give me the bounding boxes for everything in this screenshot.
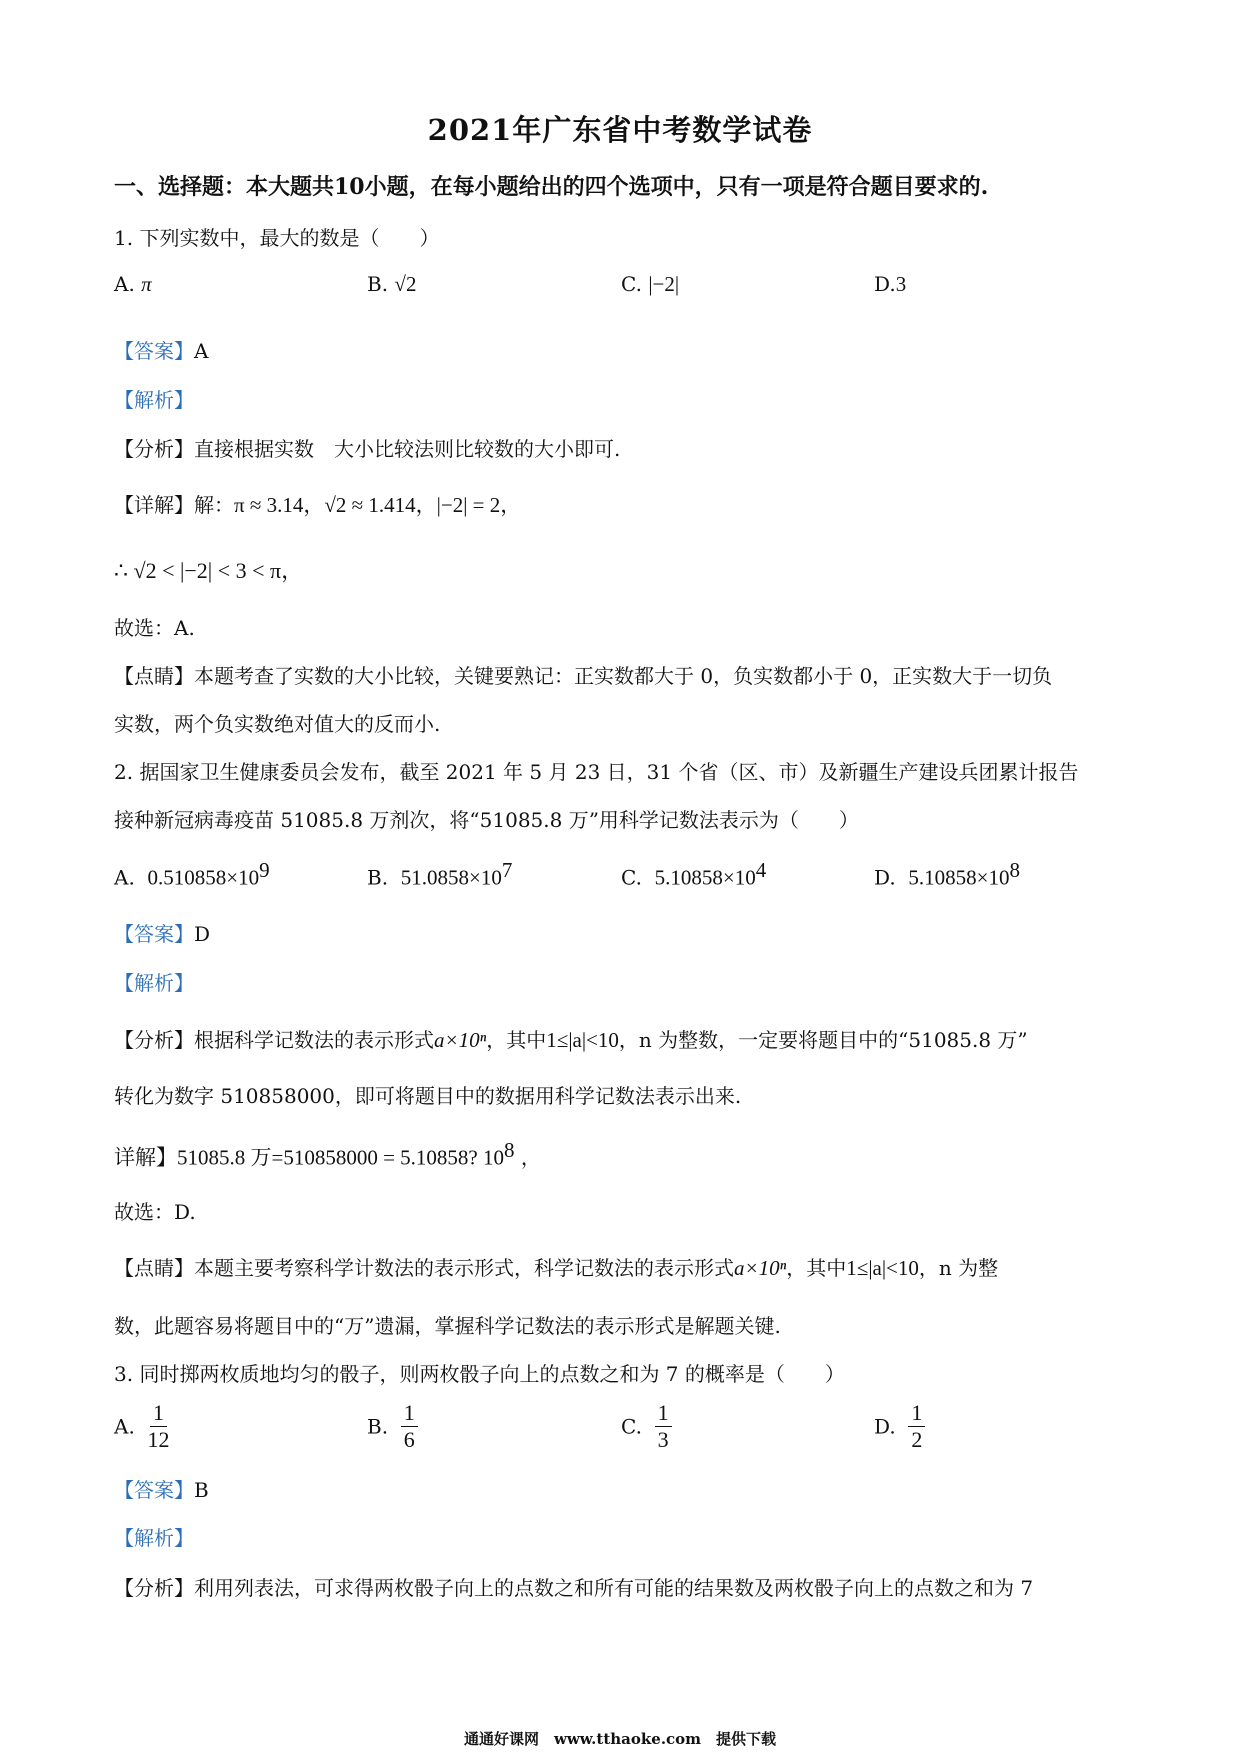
q1-xiangjie: 【详解】解：π ≈ 3.14，√2 ≈ 1.414，|−2| = 2， — [114, 493, 522, 517]
q2-fenxi-2: 转化为数字 510858000，即可将题目中的数据用科学记数法表示出来. — [114, 1084, 742, 1108]
q3-analysis-tag: 【解析】 — [114, 1526, 194, 1550]
q3-option-d: D. $\frac{1}{2}$ — [874, 1400, 925, 1453]
q1-dianjing-2: 实数，两个负实数绝对值大的反而小. — [114, 712, 441, 736]
page-title: 2021年广东省中考数学试卷 — [427, 113, 813, 147]
fraction: $\frac{1}{2}$ — [908, 1400, 925, 1453]
fraction: $\frac{1}{12}$ — [147, 1400, 170, 1452]
q3-fenxi: 【分析】利用列表法，可求得两枚骰子向上的点数之和所有可能的结果数及两枚骰子向上的点数之和为 7 — [114, 1576, 1034, 1600]
q1-option-a: A. π — [114, 272, 152, 296]
q1-answer: 【答案】A — [114, 339, 209, 363]
page-footer: 通通好课网 www.tthaoke.com 提供下载 — [463, 1730, 777, 1748]
q3-option-b: B. $\frac{1}{6}$ — [367, 1400, 418, 1453]
q2-analysis-tag: 【解析】 — [114, 971, 194, 995]
q1-option-b: B. √2 — [367, 272, 417, 296]
q1-fenxi: 【分析】直接根据实数 大小比较法则比较数的大小即可. — [114, 437, 621, 461]
q2-option-d: D. $5.10858\times 10^8$ — [874, 858, 1020, 890]
q3-stem: 3. 同时掷两枚质地均匀的骰子，则两枚骰子向上的点数之和为 7 的概率是（ ） — [114, 1362, 845, 1386]
q1-stem: 1. 下列实数中，最大的数是（ ） — [114, 226, 440, 250]
q2-fenxi-1: 【分析】根据科学记数法的表示形式a×10ⁿ，其中1≤|a|<10，n 为整数，一定要将题目中的“51085.8 万” — [114, 1028, 1028, 1052]
q2-dianjing-1: 【点睛】本题主要考察科学计数法的表示形式，科学记数法的表示形式a×10ⁿ，其中1≤|a|<10，n 为整 — [114, 1256, 999, 1280]
q2-option-a: A. $0.510858\times 10^9$ — [114, 858, 270, 890]
q1-conclusion: ∴ √2 < |−2| < 3 < π， — [114, 558, 304, 583]
q1-analysis-tag: 【解析】 — [114, 388, 194, 412]
q1-choose: 故选：A. — [114, 616, 195, 640]
q2-answer: 【答案】D — [114, 922, 211, 946]
q3-option-c: C. $\frac{1}{3}$ — [621, 1400, 672, 1453]
q2-option-c: C. $5.10858\times 10^4$ — [621, 858, 767, 890]
q2-option-b: B. $51.0858\times 10^7$ — [367, 858, 513, 890]
q2-stem-2: 接种新冠病毒疫苗 51085.8 万剂次，将“51085.8 万”用科学记数法表示为（ ） — [114, 808, 859, 832]
q3-option-a: A. $\frac{1}{12}$ — [114, 1400, 170, 1452]
q1-option-c: C. |−2| — [621, 272, 680, 296]
q2-choose: 故选：D. — [114, 1200, 196, 1224]
section-heading: 一、选择题：本大题共10小题，在每小题给出的四个选项中，只有一项是符合题目要求的. — [114, 174, 989, 200]
q2-xiangjie: 详解】51085.8 万=510858000 = 5.10858? $10^8$ ， — [114, 1138, 541, 1170]
q3-answer: 【答案】B — [114, 1478, 209, 1502]
q1-option-d: D.3 — [874, 272, 907, 296]
fraction: $\frac{1}{6}$ — [401, 1400, 418, 1453]
fraction: $\frac{1}{3}$ — [655, 1400, 672, 1453]
q2-stem-1: 2. 据国家卫生健康委员会发布，截至 2021 年 5 月 23 日，31 个省（区、市）及新疆生产建设兵团累计报告 — [114, 760, 1079, 784]
q1-dianjing-1: 【点睛】本题考查了实数的大小比较，关键要熟记：正实数都大于 0，负实数都小于 0，正实数大于一切负 — [114, 664, 1053, 688]
q2-dianjing-2: 数，此题容易将题目中的“万”遗漏，掌握科学记数法的表示形式是解题关键. — [114, 1314, 781, 1338]
